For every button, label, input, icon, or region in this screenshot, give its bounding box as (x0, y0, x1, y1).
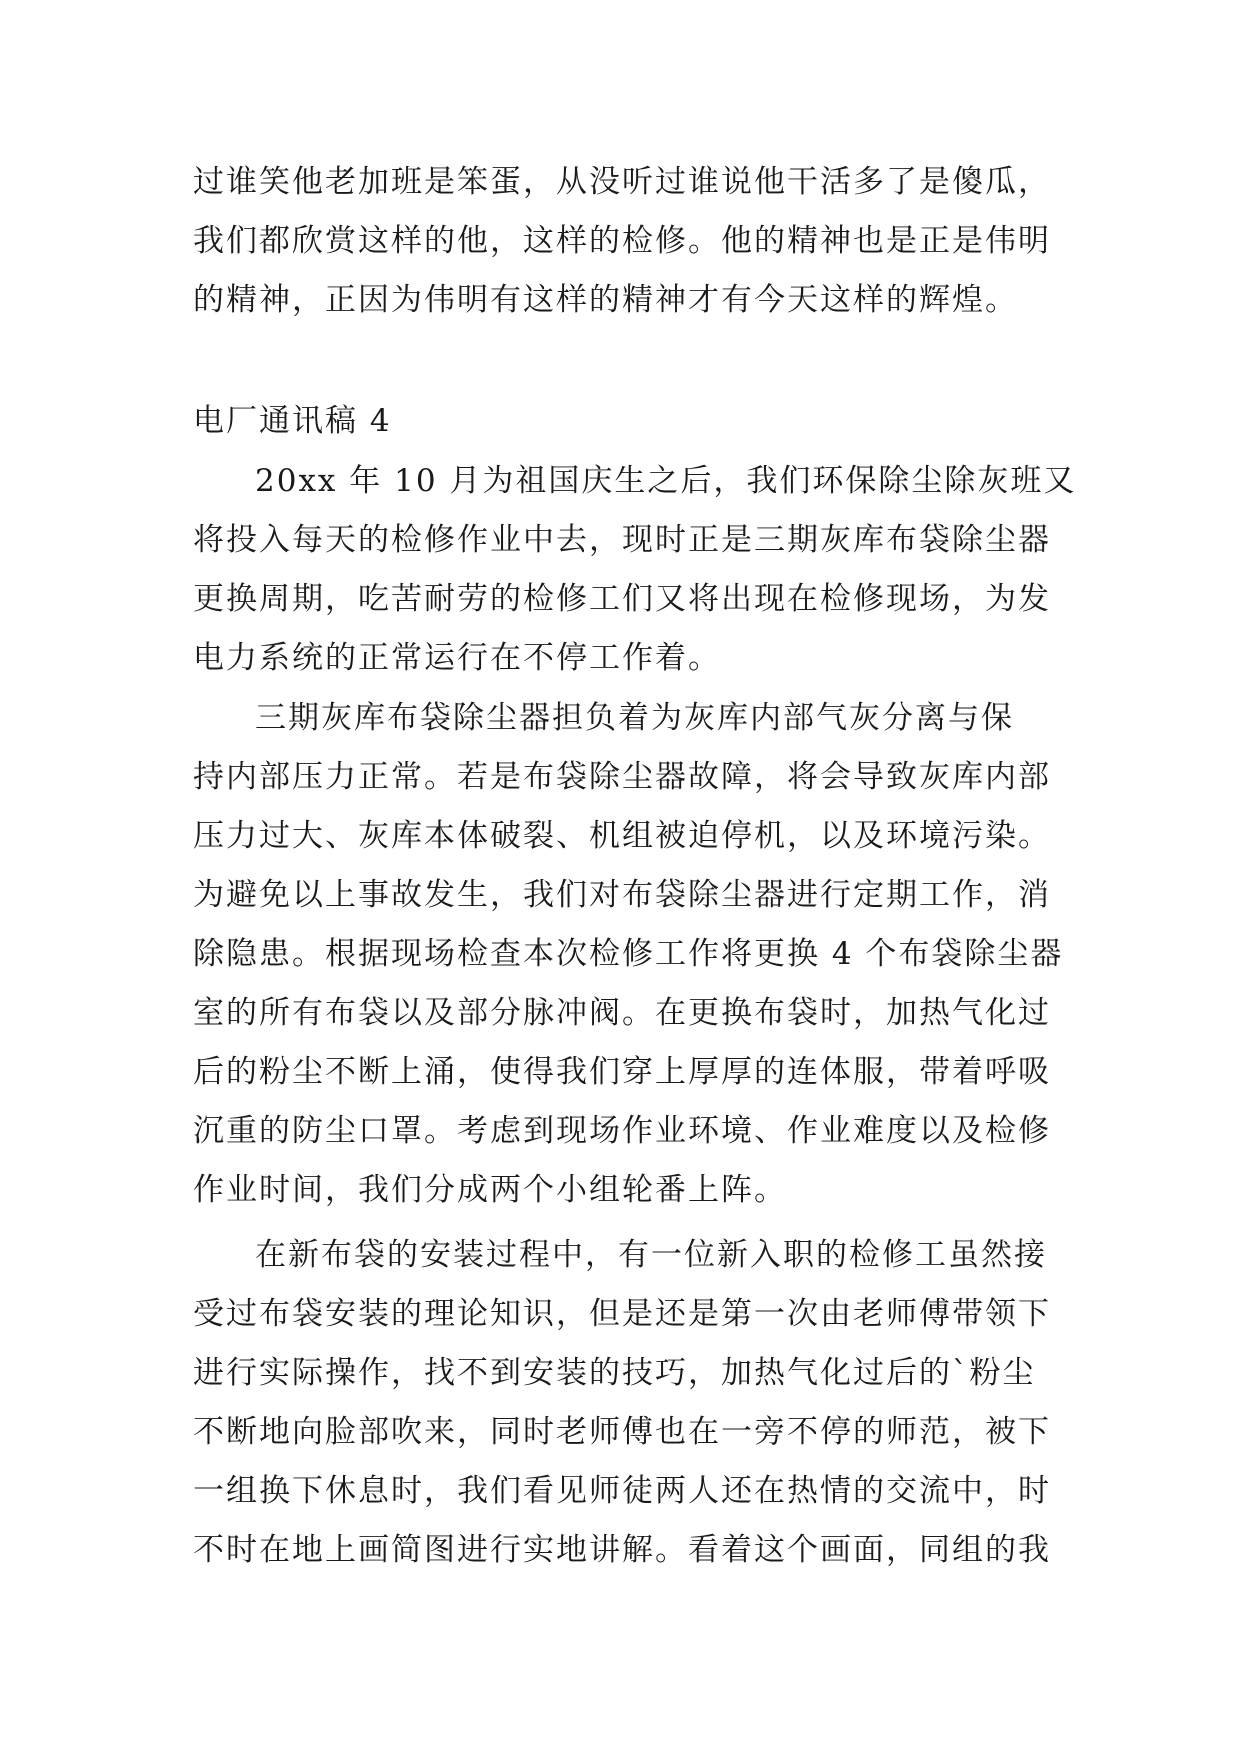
text-line: 的精神，正因为伟明有这样的精神才有今天这样的辉煌。 (193, 282, 1018, 318)
text-line: 除隐患。根据现场检查本次检修工作将更换 4 个布袋除尘器 (193, 936, 1064, 972)
section-heading: 电厂通讯稿 4 (193, 403, 392, 439)
text-line: 三期灰库布袋除尘器担负着为灰库内部气灰分离与保 (255, 700, 1014, 736)
text-line: 过谁笑他老加班是笨蛋，从没听过谁说他干活多了是傻瓜， (193, 164, 1051, 200)
text-line: 20xx 年 10 月为祖国庆生之后，我们环保除尘除灰班又 (255, 463, 1077, 499)
paragraph-1 (193, 452, 1077, 688)
text-line: 电力系统的正常运行在不停工作着。 (193, 640, 721, 676)
paragraph-3 (193, 1226, 1063, 1580)
text-line: 沉重的防尘口罩。考虑到现场作业环境、作业难度以及检修 (193, 1113, 1051, 1149)
text-line: 作业时间，我们分成两个小组轮番上阵。 (193, 1172, 787, 1208)
text-line: 一组换下休息时，我们看见师徒两人还在热情的交流中，时 (193, 1473, 1051, 1509)
text-line: 我们都欣赏这样的他，这样的检修。他的精神也是正是伟明 (193, 223, 1051, 259)
text-line: 进行实际操作，找不到安装的技巧，加热气化过后的`粉尘 (193, 1355, 1036, 1391)
text-line: 压力过大、灰库本体破裂、机组被迫停机，以及环境污染。 (193, 818, 1051, 854)
text-line: 不时在地上画简图进行实地讲解。看着这个画面，同组的我 (193, 1532, 1051, 1568)
paragraph-2 (193, 689, 1063, 1220)
text-line: 不断地向脸部吹来，同时老师傅也在一旁不停的师范，被下 (193, 1414, 1051, 1450)
text-line: 在新布袋的安装过程中，有一位新入职的检修工虽然接 (255, 1237, 1047, 1273)
text-line: 后的粉尘不断上涌，使得我们穿上厚厚的连体服，带着呼吸 (193, 1054, 1051, 1090)
section-heading-block (193, 392, 1063, 451)
intro-paragraph (193, 153, 1063, 330)
text-line: 室的所有布袋以及部分脉冲阀。在更换布袋时，加热气化过 (193, 995, 1051, 1031)
text-line: 持内部压力正常。若是布袋除尘器故障，将会导致灰库内部 (193, 759, 1051, 795)
text-line: 更换周期，吃苦耐劳的检修工们又将出现在检修现场，为发 (193, 581, 1051, 617)
text-line: 受过布袋安装的理论知识，但是还是第一次由老师傅带领下 (193, 1296, 1051, 1332)
text-line: 将投入每天的检修作业中去，现时正是三期灰库布袋除尘器 (193, 522, 1051, 558)
text-line: 为避免以上事故发生，我们对布袋除尘器进行定期工作，消 (193, 877, 1051, 913)
